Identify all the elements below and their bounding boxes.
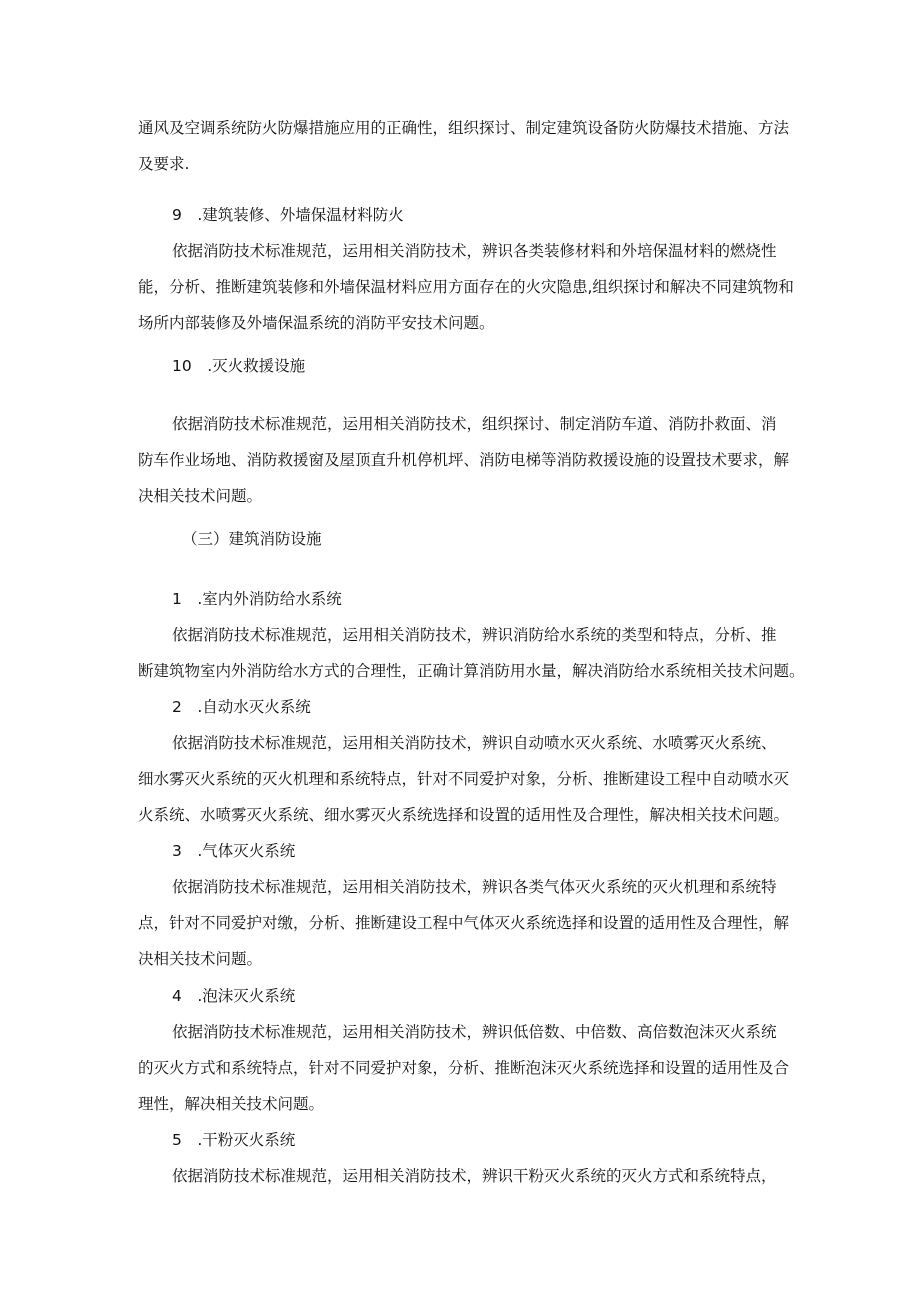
body-line: 防车作业场地、消防救援窗及屋顶直升机停机坪、消防电梯等消防救援设施的设置技术要求，解 <box>138 451 790 469</box>
section-heading: 10 .灭火救援设施 <box>172 357 306 375</box>
section-heading: 2 .自动水灭火系统 <box>172 698 311 716</box>
section-heading: 4 .泡沫灭火系统 <box>172 987 296 1005</box>
body-line: 细水雾灭火系统的灭火机理和系统特点，针对不同爱护对象，分析、推断建设工程中自动喷水灭 <box>138 770 790 788</box>
body-line: 依据消防技术标准规范，运用相关消防技术，辨识低倍数、中倍数、高倍数泡沫灭火系统 <box>172 1023 777 1041</box>
body-line: 断建筑物室内外消防给水方式的合理性，正确计算消防用水量，解决消防给水系统相关技术问题。 <box>138 662 805 680</box>
body-line: 的灭火方式和系统特点，针对不同爱护对象，分析、推断泡沫灭火系统选择和设置的适用性及合 <box>138 1059 790 1077</box>
body-line: 理性，解决相关技术问题。 <box>138 1095 325 1113</box>
section-heading: 1 .室内外消防给水系统 <box>172 590 342 608</box>
body-line: 场所内部装修及外墙保温系统的消防平安技术问题。 <box>138 314 495 332</box>
body-line: 依据消防技术标准规范，运用相关消防技术，辨识自动喷水灭火系统、水喷雾灭火系统、 <box>172 734 777 752</box>
section-heading: 5 .干粉灭火系统 <box>172 1131 296 1149</box>
body-line: 通风及空调系统防火防爆措施应用的正确性，组织探讨、制定建筑设备防火防爆技术措施、方法 <box>138 119 790 137</box>
body-line: 依据消防技术标准规范，运用相关消防技术，辨识消防给水系统的类型和特点，分析、推 <box>172 626 777 644</box>
body-line: 依据消防技术标准规范，运用相关消防技术，辨识干粉灭火系统的灭火方式和系统特点， <box>172 1167 777 1185</box>
body-line: 能，分析、推断建筑装修和外墙保温材料应用方面存在的火灾隐患,组织探讨和解决不同建筑物和 <box>138 278 794 296</box>
chapter-heading: （三）建筑消防设施 <box>182 530 322 548</box>
section-heading: 3 .气体灭火系统 <box>172 842 296 860</box>
body-line: 点，针对不同爱护对缴，分析、推断建设工程中气体灭火系统选择和设置的适用性及合理性，解 <box>138 914 790 932</box>
section-heading: 9 .建筑装修、外墙保温材料防火 <box>172 206 404 224</box>
body-line: 依据消防技术标准规范，运用相关消防技术，辨识各类装修材料和外培保温材料的燃烧性 <box>172 242 777 260</box>
body-line: 决相关技术问题。 <box>138 950 263 968</box>
body-line: 决相关技术问题。 <box>138 487 263 505</box>
body-line: 火系统、水喷雾灭火系统、细水雾灭火系统选择和设置的适用性及合理性，解决相关技术问题。 <box>138 806 790 824</box>
body-line: 及要求. <box>138 155 190 173</box>
body-line: 依据消防技术标准规范，运用相关消防技术，辨识各类气体灭火系统的灭火机理和系统特 <box>172 878 777 896</box>
body-line: 依据消防技术标准规范，运用相关消防技术，组织探讨、制定消防车道、消防扑救面、消 <box>172 415 777 433</box>
